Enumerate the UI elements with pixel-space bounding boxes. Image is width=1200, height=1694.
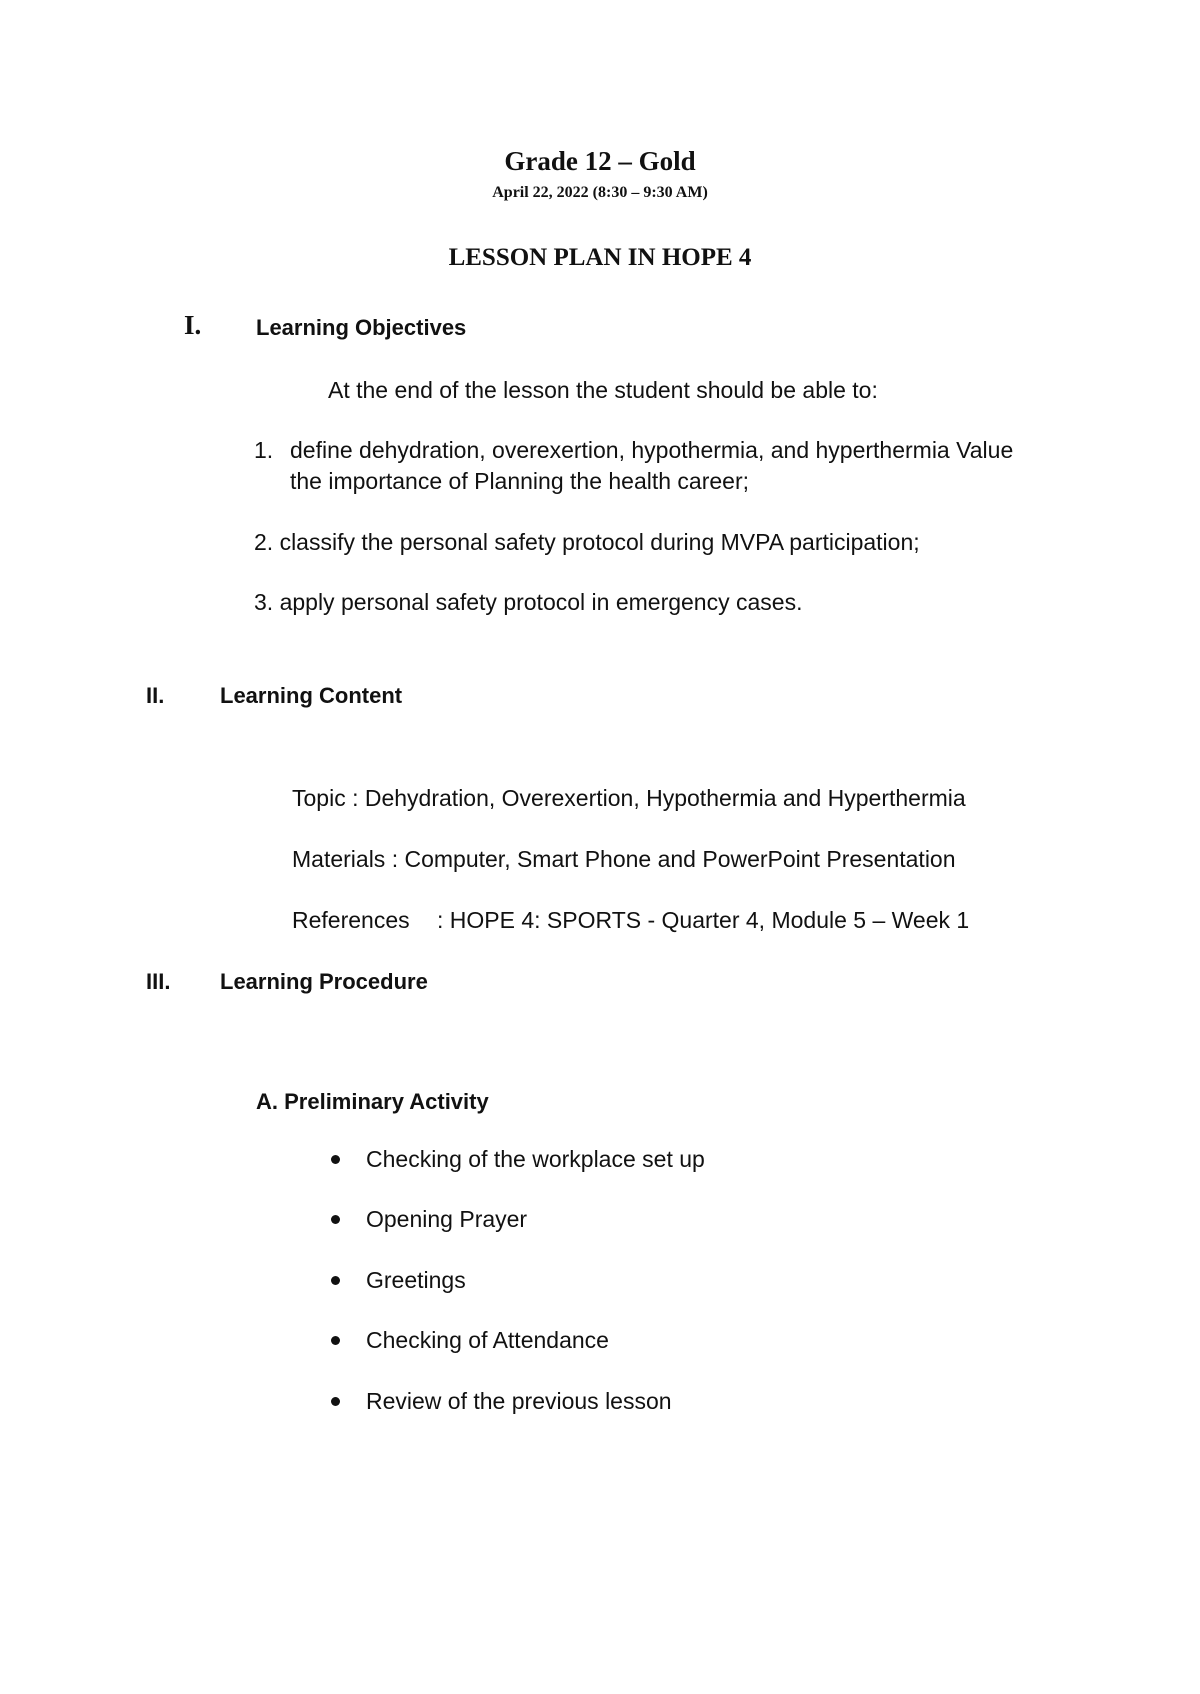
section-1-numeral: I.: [184, 310, 202, 340]
objective-1-line2: the importance of Planning the health career;: [290, 468, 750, 494]
content-topic: Topic : Dehydration, Overexertion, Hypothermia and Hyperthermia: [292, 785, 966, 811]
objective-2: 2. classify the personal safety protocol during MVPA participation;: [254, 529, 920, 555]
list-item-text: Greetings: [366, 1267, 466, 1293]
content-references-label: References: [292, 907, 410, 933]
bullet-icon: [331, 1155, 340, 1164]
section-2-numeral: II.: [146, 683, 165, 708]
section-2-heading: Learning Content: [220, 683, 403, 708]
list-item-text: Opening Prayer: [366, 1206, 528, 1232]
section-1-heading: Learning Objectives: [256, 315, 467, 340]
objective-1-number: 1.: [254, 437, 274, 463]
plan-title: LESSON PLAN IN HOPE 4: [448, 244, 752, 271]
objective-1-line1: define dehydration, overexertion, hypothermia, and hyperthermia Value: [290, 437, 1014, 463]
bullet-icon: [331, 1215, 340, 1224]
objective-3: 3. apply personal safety protocol in emergency cases.: [254, 589, 803, 615]
bullet-icon: [331, 1276, 340, 1285]
schedule: April 22, 2022 (8:30 – 9:30 AM): [492, 184, 708, 201]
list-item-text: Review of the previous lesson: [366, 1388, 672, 1414]
list-item-text: Checking of the workplace set up: [366, 1146, 705, 1172]
objectives-intro: At the end of the lesson the student should be able to:: [328, 377, 878, 403]
bullet-icon: [331, 1397, 340, 1406]
class-title: Grade 12 – Gold: [504, 146, 696, 176]
section-3-numeral: III.: [146, 969, 171, 994]
preliminary-activity-heading: A. Preliminary Activity: [256, 1089, 489, 1114]
content-references-value: : HOPE 4: SPORTS - Quarter 4, Module 5 – Week 1: [437, 907, 970, 933]
bullet-icon: [331, 1336, 340, 1345]
list-item-text: Checking of Attendance: [366, 1327, 609, 1353]
section-3-heading: Learning Procedure: [220, 969, 428, 994]
content-materials: Materials : Computer, Smart Phone and PowerPoint Presentation: [292, 846, 956, 872]
